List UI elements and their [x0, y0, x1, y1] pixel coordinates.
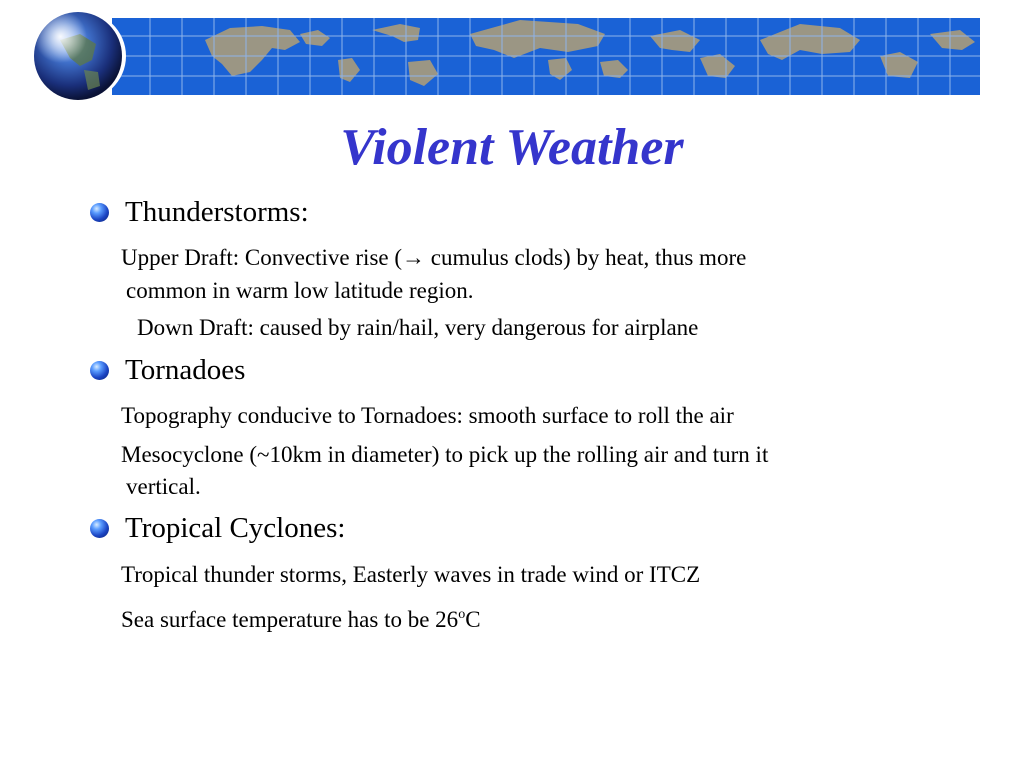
page-title: Violent Weather [340, 119, 684, 176]
bullet-tornadoes [90, 353, 245, 387]
header-banner [0, 0, 1024, 100]
arrow-right-icon: → [402, 245, 426, 270]
bullet-tropical-cyclones [90, 511, 345, 545]
degree-superscript: o [458, 607, 466, 622]
subitem-upper-draft-line1 [121, 242, 746, 274]
subitem-sea-surface-temp [121, 604, 481, 636]
bullet-label: Tropical Cyclones: [125, 511, 346, 544]
bullet-label: Thunderstorms: [125, 195, 309, 228]
upper-draft-text: Upper Draft: Convective rise ( [121, 245, 403, 270]
sst-text: Sea surface temperature has to be 26 [121, 607, 459, 632]
upper-draft-text-cont: cumulus clods) by heat, thus more [425, 245, 747, 270]
bullet-label: Tornadoes [125, 353, 246, 386]
world-map-banner [0, 0, 1024, 100]
sphere-bullet-icon [90, 203, 109, 222]
sst-unit: C [465, 607, 481, 632]
subitem-down-draft: Down Draft: caused by rain/hail, very dangerous for airplane [137, 315, 699, 340]
subitem-tropical-thunderstorms: Tropical thunder storms, Easterly waves in trade wind or ITCZ [121, 562, 701, 587]
subitem-topography: Topography conducive to Tornadoes: smooth surface to roll the air [121, 403, 734, 428]
sphere-bullet-icon [90, 361, 109, 380]
globe-icon [34, 12, 122, 100]
subitem-upper-draft-line2: common in warm low latitude region. [126, 278, 474, 303]
bullet-thunderstorms [90, 195, 309, 229]
sphere-bullet-icon [90, 519, 109, 538]
subitem-mesocyclone-line2: vertical. [126, 474, 201, 499]
subitem-mesocyclone-line1: Mesocyclone (~10km in diameter) to pick up the rolling air and turn it [121, 442, 769, 467]
